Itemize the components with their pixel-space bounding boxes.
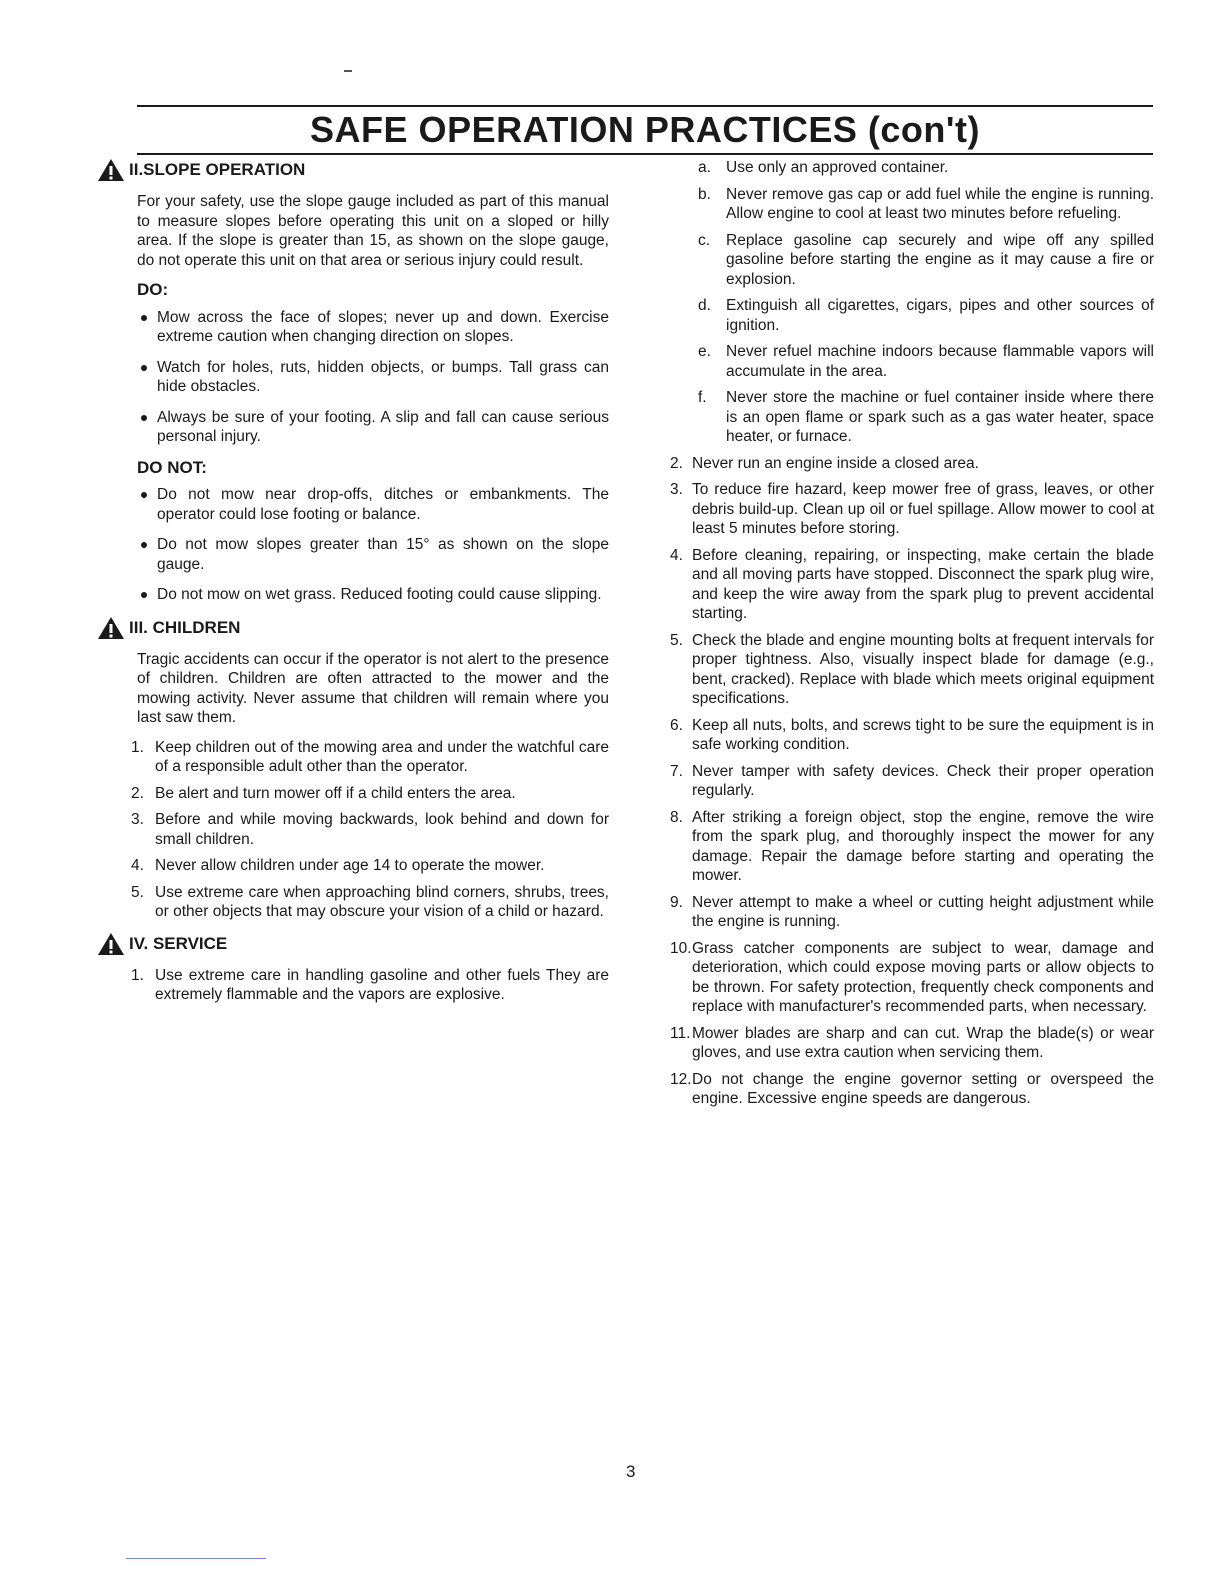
- service-list-start: [131, 966, 609, 1005]
- item-number: 12.: [670, 1070, 692, 1088]
- title-rule-top: [137, 105, 1153, 107]
- scan-artifact-line: [126, 1558, 266, 1559]
- list-item: [670, 342, 1154, 381]
- list-item-text: Check the blade and engine mounting bolts at frequent intervals for proper tightness. Also, visually inspect blade for damage (e.g., bent, cracked). Replace with blade which meets original equipment specifications.: [692, 631, 1154, 707]
- list-item: [137, 535, 609, 574]
- list-item-text: Do not mow on wet grass. Reduced footing could cause slipping.: [157, 586, 602, 603]
- item-number: 10.: [670, 939, 692, 957]
- list-item: [137, 585, 609, 605]
- list-item-text: Grass catcher components are subject to wear, damage and deterioration, which could expose moving parts or allow objects to be thrown. For safety protection, frequently check components and replace with manufacturer's recommended parts, when necessary.: [692, 939, 1154, 1015]
- left-column: [129, 158, 609, 1015]
- list-item: [670, 388, 1154, 447]
- item-number: 9.: [670, 893, 683, 911]
- service-heading-text: IV. SERVICE: [129, 933, 228, 953]
- list-item-text: Replace gasoline cap securely and wipe off any spilled gasoline before starting the engine as it may cause a fire or explosion.: [726, 231, 1154, 288]
- item-number: 2.: [131, 784, 144, 802]
- children-section-heading: [97, 616, 609, 640]
- list-item: [670, 939, 1154, 1017]
- list-item-text: After striking a foreign object, stop the engine, remove the wire from the spark plug, and thoroughly inspect the mower for any damage. Repair the damage before starting and operating the mower.: [692, 808, 1154, 884]
- item-letter: a.: [698, 159, 711, 176]
- item-number: 3.: [131, 811, 144, 828]
- list-item: [137, 308, 609, 347]
- list-item: [131, 966, 609, 1005]
- list-item: [670, 158, 1154, 178]
- list-item: [670, 631, 1154, 709]
- item-letter: f.: [698, 389, 707, 406]
- item-letter: c.: [698, 231, 711, 249]
- list-item: [131, 784, 609, 804]
- title-rule-bottom: [137, 153, 1153, 155]
- list-item-text: Extinguish all cigarettes, cigars, pipes and other sources of ignition.: [726, 297, 1154, 334]
- item-letter: d.: [698, 297, 711, 314]
- fuel-sub-list: [670, 158, 1154, 447]
- children-heading-text: III. CHILDREN: [129, 617, 241, 637]
- do-label: DO:: [137, 280, 169, 299]
- list-item-text: Use extreme care in handling gasoline and other fuels They are extremely flammable and the vapors are explosive.: [155, 966, 609, 1003]
- list-item-text: Do not mow near drop-offs, ditches or embankments. The operator could lose footing or balance.: [157, 486, 609, 523]
- bullet-icon: [141, 415, 147, 421]
- warning-icon: [97, 158, 125, 182]
- list-item: [670, 716, 1154, 755]
- bullet-icon: [141, 542, 147, 548]
- list-item-text: Do not mow slopes greater than 15° as shown on the slope gauge.: [157, 536, 609, 573]
- list-item: [670, 808, 1154, 886]
- item-number: 2.: [670, 454, 683, 472]
- list-item: [131, 856, 609, 876]
- list-item-text: Before and while moving backwards, look behind and down for small children.: [155, 811, 609, 848]
- item-number: 4.: [670, 546, 683, 564]
- item-number: 1.: [131, 738, 144, 756]
- page-number: 3: [626, 1462, 636, 1481]
- list-item-text: Never run an engine inside a closed area.: [692, 454, 979, 472]
- list-item-text: Never store the machine or fuel container inside where there is an open flame or spark such as a gas water heater, space heater, or furnace.: [726, 389, 1154, 445]
- warning-icon: [97, 932, 125, 956]
- list-item-text: Watch for holes, ruts, hidden objects, or bumps. Tall grass can hide obstacles.: [157, 358, 609, 395]
- list-item: [670, 454, 1154, 474]
- list-item-text: Always be sure of your footing. A slip and fall can cause serious personal injury.: [157, 408, 609, 445]
- list-item: [137, 485, 609, 524]
- bullet-icon: [141, 315, 147, 321]
- list-item-text: Do not change the engine governor setting or overspeed the engine. Excessive engine speeds are dangerous.: [692, 1070, 1154, 1107]
- list-item-text: Before cleaning, repairing, or inspecting, make certain the blade and all moving parts have stopped. Disconnect the spark plug wire, and keep the wire away from the spark plug to prevent accidental starting.: [692, 546, 1154, 622]
- bullet-icon: [141, 492, 147, 498]
- list-item-text: Use extreme care when approaching blind corners, shrubs, trees, or other objects that may obscure your vision of a child or hazard.: [155, 883, 609, 920]
- item-letter: e.: [698, 343, 711, 360]
- list-item: [137, 358, 609, 397]
- list-item: [670, 480, 1154, 539]
- slope-heading-text: II.SLOPE OPERATION: [129, 160, 306, 180]
- donot-label: DO NOT:: [137, 457, 207, 477]
- list-item: [670, 296, 1154, 335]
- list-item-text: Never allow children under age 14 to operate the mower.: [155, 857, 545, 874]
- list-item: [670, 1070, 1154, 1109]
- list-item-text: Use only an approved container.: [726, 159, 949, 176]
- item-number: 8.: [670, 808, 683, 826]
- list-item: [670, 893, 1154, 932]
- list-item: [131, 738, 609, 777]
- list-item-text: Never refuel machine indoors because flammable vapors will accumulate in the area.: [726, 343, 1154, 380]
- item-number: 3.: [670, 481, 683, 498]
- list-item: [670, 231, 1154, 290]
- list-item-text: To reduce fire hazard, keep mower free of grass, leaves, or other debris build-up. Clean up oil or fuel spillage. Allow mower to cool at least 5 minutes before storing.: [692, 481, 1154, 537]
- slope-section-heading: [97, 158, 609, 182]
- list-item: [670, 1024, 1154, 1063]
- bullet-icon: [141, 365, 147, 371]
- list-item-text: Never remove gas cap or add fuel while the engine is running. Allow engine to cool at least two minutes before refueling.: [726, 185, 1154, 222]
- slope-intro: For your safety, use the slope gauge included as part of this manual to measure slopes before operating this unit on a sloped or hilly area. If the slope is greater than 15, as shown on the slope gauge, do not operate this unit on that area or serious injury could result.: [137, 193, 609, 269]
- children-intro: Tragic accidents can occur if the operator is not alert to the presence of children. Children are often attracted to the mower and the mowing activity. Never assume that children will remain where you last saw them.: [137, 650, 609, 726]
- page-title: SAFE OPERATION PRACTICES (con't): [310, 109, 980, 150]
- service-list-continued: [670, 454, 1154, 1109]
- item-number: 1.: [131, 966, 144, 984]
- list-item-text: Keep children out of the mowing area and under the watchful care of a responsible adult other than the operator.: [155, 738, 609, 775]
- list-item-text: Never attempt to make a wheel or cutting height adjustment while the engine is running.: [692, 893, 1154, 930]
- item-letter: b.: [698, 185, 711, 203]
- list-item: [131, 883, 609, 922]
- list-item-text: Be alert and turn mower off if a child enters the area.: [155, 784, 516, 802]
- item-number: 11.: [670, 1024, 691, 1042]
- list-item: [131, 810, 609, 849]
- warning-icon: [97, 616, 125, 640]
- service-section-heading: [97, 932, 609, 956]
- do-list: [137, 308, 609, 447]
- list-item: [670, 546, 1154, 624]
- right-column: [670, 158, 1154, 1116]
- list-item-text: Keep all nuts, bolts, and screws tight to be sure the equipment is in safe working condition.: [692, 716, 1154, 753]
- list-item-text: Mower blades are sharp and can cut. Wrap the blade(s) or wear gloves, and use extra caution when servicing them.: [692, 1024, 1154, 1061]
- scan-mark: [344, 70, 352, 72]
- item-number: 5.: [670, 631, 683, 649]
- bullet-icon: [141, 592, 147, 598]
- children-list: [131, 738, 609, 922]
- list-item: [670, 185, 1154, 224]
- item-number: 4.: [131, 857, 144, 874]
- list-item: [137, 408, 609, 447]
- item-number: 5.: [131, 883, 144, 901]
- donot-list: [137, 485, 609, 605]
- list-item-text: Mow across the face of slopes; never up and down. Exercise extreme caution when changing direction on slopes.: [157, 308, 609, 345]
- item-number: 6.: [670, 716, 683, 734]
- list-item-text: Never tamper with safety devices. Check their proper operation regularly.: [692, 762, 1154, 799]
- list-item: [670, 762, 1154, 801]
- item-number: 7.: [670, 762, 683, 780]
